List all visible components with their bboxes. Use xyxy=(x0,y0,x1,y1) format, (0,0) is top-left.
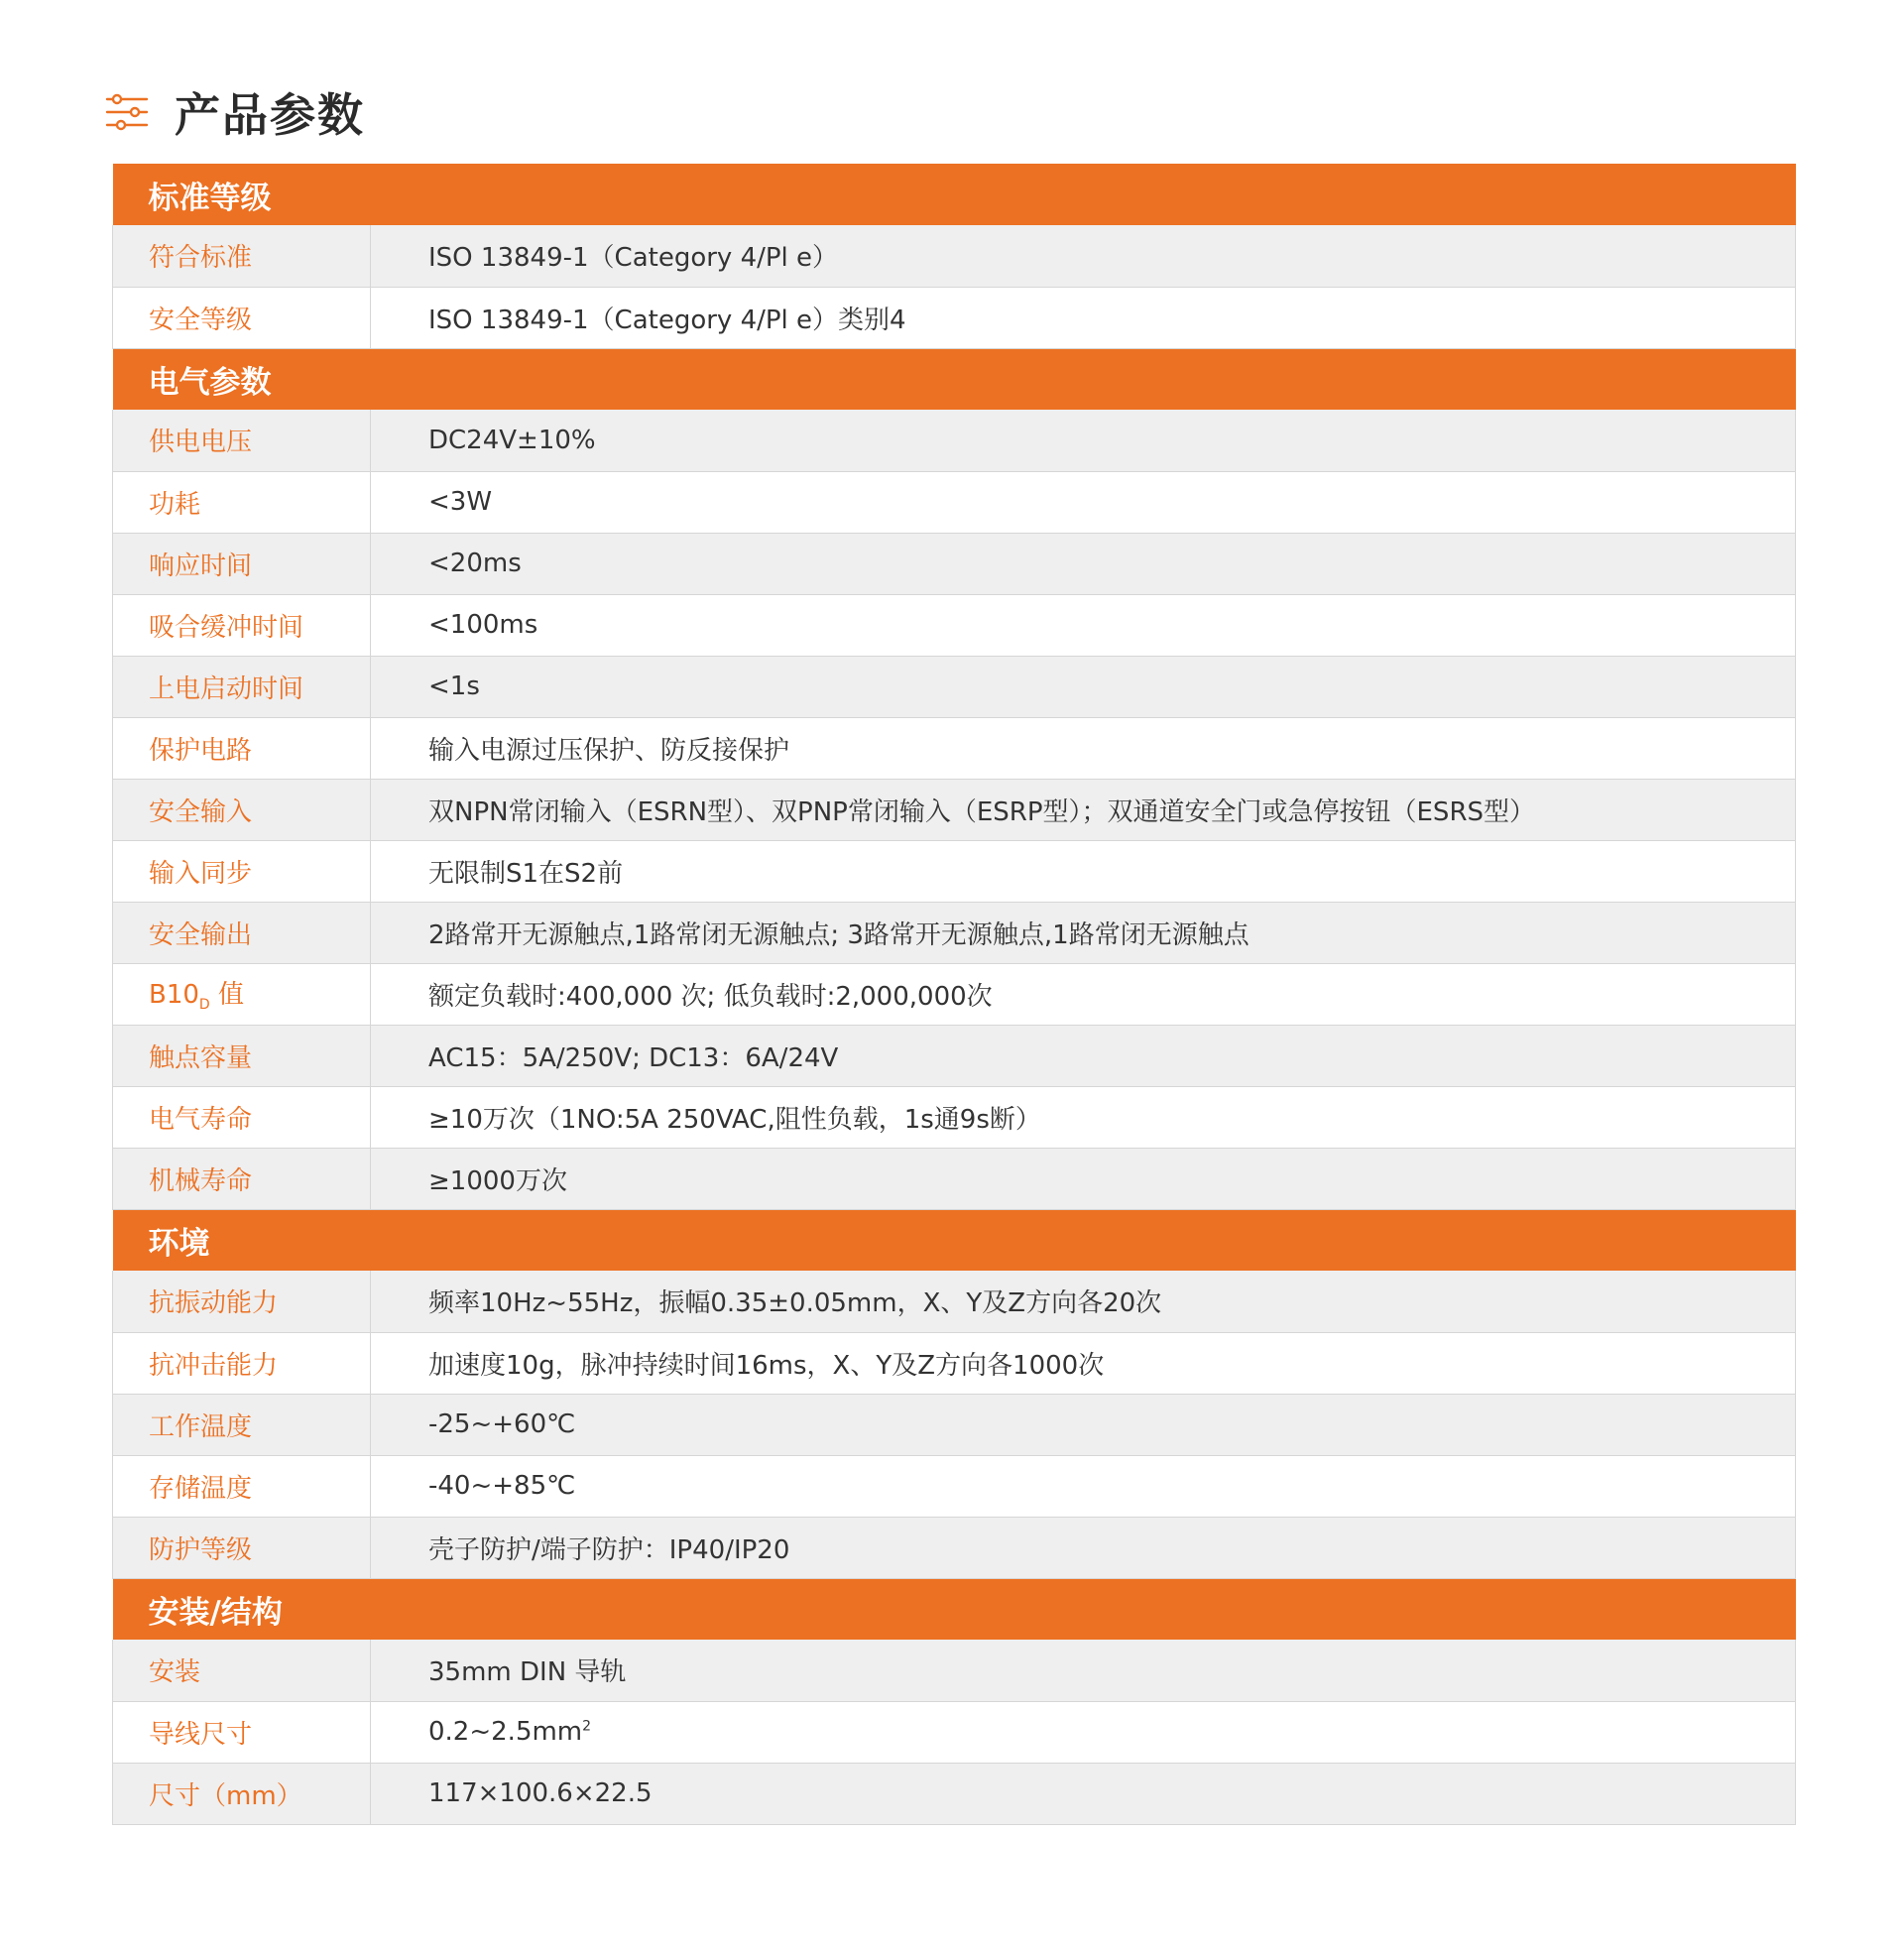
row-value: 频率10Hz~55Hz，振幅0.35±0.05mm，X、Y及Z方向各20次 xyxy=(371,1271,1796,1332)
page-title: 产品参数 xyxy=(175,88,365,142)
sliders-icon xyxy=(105,90,149,134)
table-row xyxy=(113,1763,1796,1824)
row-label: 导线尺寸 xyxy=(113,1701,371,1763)
row-label: 安全输入 xyxy=(113,779,371,840)
section-header xyxy=(113,348,1796,410)
row-label: 机械寿命 xyxy=(113,1148,371,1209)
row-value: <3W xyxy=(371,471,1796,533)
table-row xyxy=(113,1086,1796,1148)
row-label: 吸合缓冲时间 xyxy=(113,594,371,656)
row-value: ≥1000万次 xyxy=(371,1148,1796,1209)
row-value: <100ms xyxy=(371,594,1796,656)
row-label: 上电启动时间 xyxy=(113,656,371,717)
table-row xyxy=(113,1148,1796,1209)
row-label: 响应时间 xyxy=(113,533,371,594)
row-label: 防护等级 xyxy=(113,1517,371,1578)
section-header xyxy=(113,1578,1796,1640)
row-value: ISO 13849-1（Category 4/Pl e）类别4 xyxy=(371,287,1796,348)
row-label: 符合标准 xyxy=(113,225,371,287)
section-header xyxy=(113,164,1796,225)
section-header xyxy=(113,1209,1796,1271)
row-value: -40~+85℃ xyxy=(371,1455,1796,1517)
b10-subscript: D xyxy=(198,997,210,1014)
table-row xyxy=(113,533,1796,594)
row-value: -25~+60℃ xyxy=(371,1394,1796,1455)
table-row xyxy=(113,1271,1796,1332)
row-label: 功耗 xyxy=(113,471,371,533)
table-row xyxy=(113,1701,1796,1763)
row-value: 加速度10g，脉冲持续时间16ms，X、Y及Z方向各1000次 xyxy=(371,1332,1796,1394)
row-value: <20ms xyxy=(371,533,1796,594)
row-value: DC24V±10% xyxy=(371,410,1796,471)
row-label: 抗振动能力 xyxy=(113,1271,371,1332)
row-value: <1s xyxy=(371,656,1796,717)
row-label: 保护电路 xyxy=(113,717,371,779)
table-row xyxy=(113,1025,1796,1086)
row-value: 额定负载时:400,000 次; 低负载时:2,000,000次 xyxy=(371,963,1796,1025)
row-label: 供电电压 xyxy=(113,410,371,471)
table-row xyxy=(113,840,1796,902)
table-row xyxy=(113,287,1796,348)
row-label: 工作温度 xyxy=(113,1394,371,1455)
section-title: 安装/结构 xyxy=(113,1578,1796,1640)
row-value: 双NPN常闭输入（ESRN型）、双PNP常闭输入（ESRP型）；双通道安全门或急停按钮（ESRS型） xyxy=(371,779,1796,840)
section-title: 环境 xyxy=(113,1209,1796,1271)
table-row xyxy=(113,225,1796,287)
row-label: 触点容量 xyxy=(113,1025,371,1086)
table-row xyxy=(113,779,1796,840)
page-header xyxy=(105,77,365,147)
spec-table xyxy=(112,164,1796,1825)
table-row xyxy=(113,1394,1796,1455)
table-row xyxy=(113,594,1796,656)
row-label: 存储温度 xyxy=(113,1455,371,1517)
b10-label: B10 xyxy=(149,980,199,1011)
row-value: 输入电源过压保护、防反接保护 xyxy=(371,717,1796,779)
row-value xyxy=(371,1701,1796,1763)
row-value: AC15：5A/250V; DC13：6A/24V xyxy=(371,1025,1796,1086)
row-label: 抗冲击能力 xyxy=(113,1332,371,1394)
row-label: 尺寸（mm） xyxy=(113,1763,371,1824)
table-row xyxy=(113,1332,1796,1394)
row-label xyxy=(113,963,371,1025)
table-row xyxy=(113,1640,1796,1701)
row-value: ISO 13849-1（Category 4/Pl e） xyxy=(371,225,1796,287)
row-label: 输入同步 xyxy=(113,840,371,902)
row-label: 电气寿命 xyxy=(113,1086,371,1148)
section-title: 标准等级 xyxy=(113,164,1796,225)
wire-size-value: 0.2~2.5mm xyxy=(428,1717,583,1747)
table-row xyxy=(113,1455,1796,1517)
row-label: 安全输出 xyxy=(113,902,371,963)
row-value: 无限制S1在S2前 xyxy=(371,840,1796,902)
wire-size-superscript: 2 xyxy=(582,1718,592,1735)
row-value: 35mm DIN 导轨 xyxy=(371,1640,1796,1701)
table-row xyxy=(113,963,1796,1025)
table-row xyxy=(113,656,1796,717)
table-row xyxy=(113,410,1796,471)
row-value: 117×100.6×22.5 xyxy=(371,1763,1796,1824)
table-row xyxy=(113,471,1796,533)
row-value: 2路常开无源触点,1路常闭无源触点; 3路常开无源触点,1路常闭无源触点 xyxy=(371,902,1796,963)
b10-suffix: 值 xyxy=(209,980,244,1011)
table-row xyxy=(113,902,1796,963)
row-value: ≥10万次（1NO:5A 250VAC,阻性负载，1s通9s断） xyxy=(371,1086,1796,1148)
section-title: 电气参数 xyxy=(113,348,1796,410)
table-row xyxy=(113,1517,1796,1578)
table-row xyxy=(113,717,1796,779)
row-label: 安全等级 xyxy=(113,287,371,348)
row-value: 壳子防护/端子防护：IP40/IP20 xyxy=(371,1517,1796,1578)
row-label: 安装 xyxy=(113,1640,371,1701)
